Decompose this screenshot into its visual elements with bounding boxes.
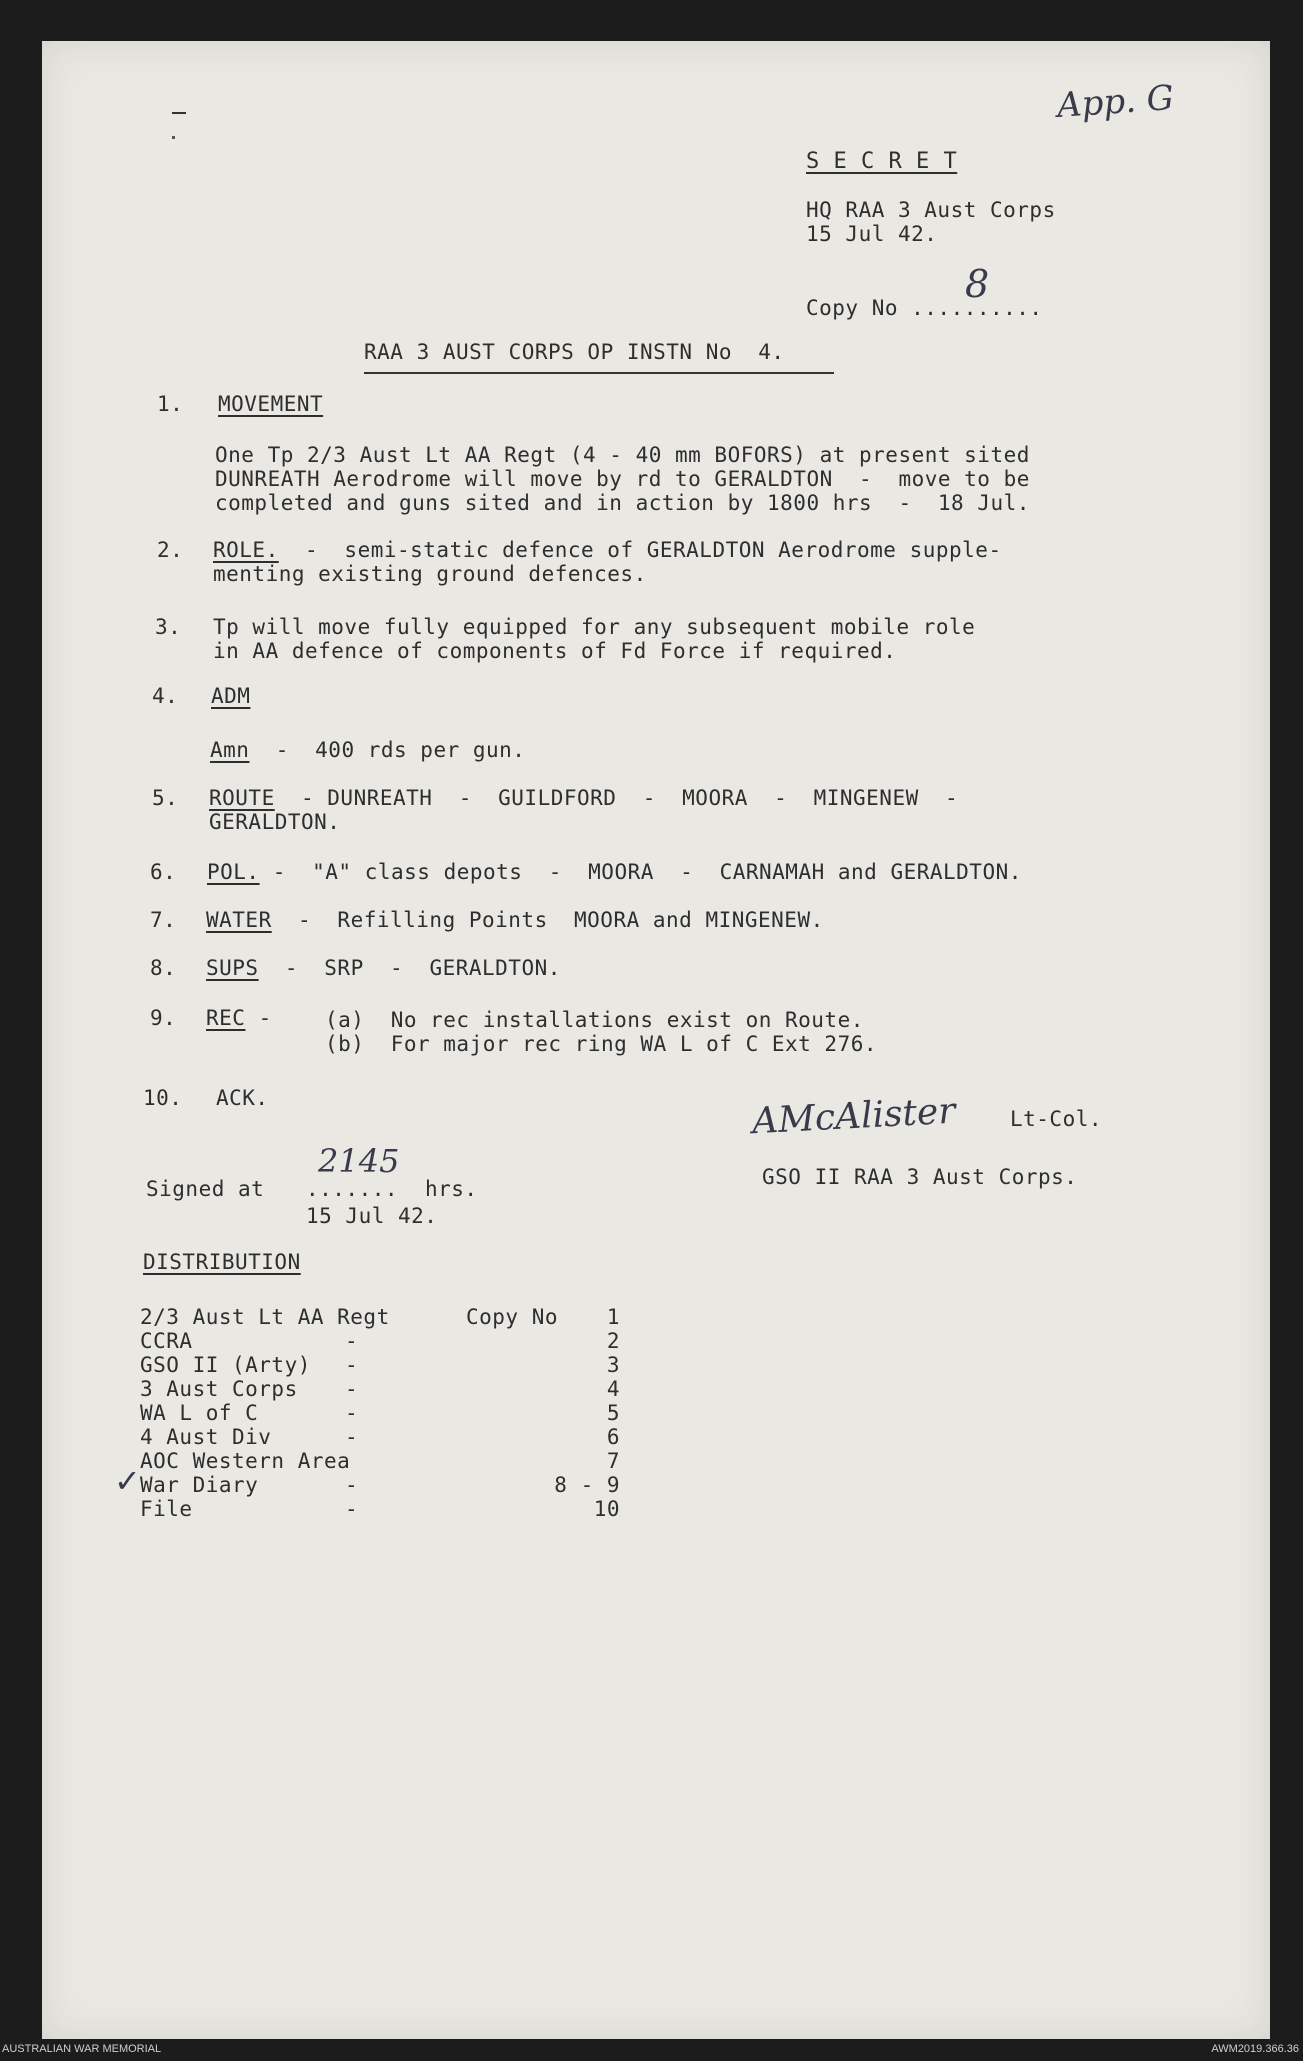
para-4-heading: ADM (211, 684, 251, 708)
para-2-number: 2. (157, 538, 184, 562)
distribution-recipient: GSO II (Arty) (140, 1353, 311, 1377)
distribution-dash: - (345, 1473, 359, 1497)
distribution-dash: - (345, 1497, 359, 1521)
distribution-dash: - (345, 1401, 359, 1425)
para-6-number: 6. (150, 860, 177, 884)
para-1-heading: MOVEMENT (218, 392, 324, 416)
distribution-copy-number: 4 (606, 1377, 620, 1401)
para-5-number: 5. (152, 786, 179, 810)
distribution-copy-number: 8 - 9 (554, 1473, 620, 1497)
para-3-line: Tp will move fully equipped for any subsequent mobile role (213, 615, 976, 639)
distribution-recipient: AOC Western Area (140, 1449, 351, 1473)
para-8-line: - SRP - GERALDTON. (258, 956, 561, 980)
para-5-line: GERALDTON. (209, 810, 341, 834)
para-8-text (206, 956, 561, 980)
para-2-line: - semi-static defence of GERALDTON Aerodrome supple- (278, 538, 1002, 562)
para-2-heading: ROLE. (213, 538, 279, 562)
para-9-item-a: (a) No rec installations exist on Route. (325, 1008, 864, 1032)
signature-appointment: GSO II RAA 3 Aust Corps. (762, 1165, 1078, 1189)
margin-dot (172, 136, 175, 139)
signed-at-dots: ....... (306, 1177, 399, 1201)
para-7-line: - Refilling Points MOORA and MINGENEW. (271, 908, 824, 932)
distribution-copy-number: 2 (606, 1329, 620, 1353)
distribution-copy-header: Copy No (466, 1305, 559, 1329)
para-9-item-b: (b) For major rec ring WA L of C Ext 276. (325, 1032, 878, 1056)
para-8-heading: SUPS (206, 956, 259, 980)
para-5-heading: ROUTE (209, 786, 275, 810)
distribution-recipient: 4 Aust Div (140, 1425, 272, 1449)
distribution-copy-number: 5 (606, 1401, 620, 1425)
para-6-heading: POL. (207, 860, 260, 884)
signature-rank: Lt-Col. (1010, 1107, 1103, 1131)
para-6-line: - "A" class depots - MOORA - CARNAMAH and GERALDTON. (259, 860, 1022, 884)
para-5-line: - DUNREATH - GUILDFORD - MOORA - MINGENEW - (274, 786, 959, 810)
distribution-copy-number: 6 (606, 1425, 620, 1449)
distribution-recipient: 3 Aust Corps (140, 1377, 298, 1401)
para-4-sub-text: - 400 rds per gun. (249, 738, 526, 762)
distribution-row (140, 1497, 620, 1521)
instruction-title: RAA 3 AUST CORPS OP INSTN No 4. (364, 340, 785, 364)
classification-marking: S E C R E T (806, 149, 958, 174)
distribution-copy-number: 10 (593, 1497, 620, 1521)
para-7-text (206, 908, 824, 932)
distribution-recipient: CCRA (140, 1329, 193, 1353)
para-7-number: 7. (150, 908, 177, 932)
distribution-copy-number: 1 (606, 1305, 620, 1329)
distribution-recipient: 2/3 Aust Lt AA Regt (140, 1305, 390, 1329)
header-date: 15 Jul 42. (806, 222, 938, 246)
para-9-heading: REC (206, 1006, 246, 1030)
distribution-dash: - (345, 1353, 359, 1377)
distribution-recipient: WA L of C (140, 1401, 259, 1425)
para-1-line: completed and guns sited and in action by 1800 hrs - 18 Jul. (215, 491, 1030, 515)
distribution-row (140, 1353, 620, 1377)
distribution-dash: - (345, 1425, 359, 1449)
para-7-heading: WATER (206, 908, 272, 932)
officer-signature: AMcAlister (751, 1090, 957, 1143)
signed-date: 15 Jul 42. (306, 1204, 438, 1228)
para-8-number: 8. (150, 956, 177, 980)
para-6-text (207, 860, 1022, 884)
distribution-row (140, 1473, 620, 1497)
distribution-dash: - (345, 1377, 359, 1401)
signed-time-handwritten: 2145 (318, 1142, 400, 1180)
distribution-row (140, 1449, 620, 1473)
para-5-text (209, 786, 958, 810)
para-1-line: DUNREATH Aerodrome will move by rd to GERALDTON - move to be (215, 467, 1030, 491)
para-4-sub-heading: Amn (210, 738, 250, 762)
distribution-row (140, 1425, 620, 1449)
para-9-heading-line (206, 1006, 272, 1030)
para-9-number: 9. (150, 1006, 177, 1030)
check-mark-icon: ✓ (114, 1462, 141, 1500)
distribution-copy-number: 7 (606, 1449, 620, 1473)
para-2-line: menting existing ground defences. (213, 562, 647, 586)
distribution-row (140, 1305, 620, 1329)
appendix-annotation: App. G (1055, 77, 1176, 127)
footer-reference: AWM2019.366.36 (1211, 2043, 1299, 2055)
para-4-sub (210, 738, 525, 762)
distribution-recipient: War Diary (140, 1473, 259, 1497)
para-10-text: ACK. (216, 1086, 269, 1110)
hq-line: HQ RAA 3 Aust Corps (806, 198, 1056, 222)
distribution-row (140, 1401, 620, 1425)
signed-at-label: Signed at (146, 1177, 265, 1201)
distribution-copy-number: 3 (606, 1353, 620, 1377)
margin-mark (172, 112, 186, 114)
copy-number-handwritten: 8 (965, 262, 990, 306)
signed-hrs: hrs. (425, 1177, 478, 1201)
distribution-row (140, 1329, 620, 1353)
distribution-heading: DISTRIBUTION (143, 1250, 301, 1274)
title-underline (364, 372, 834, 374)
para-10-number: 10. (143, 1086, 183, 1110)
para-9-dash: - (245, 1006, 272, 1030)
para-1-number: 1. (157, 392, 184, 416)
distribution-table (140, 1305, 620, 1535)
distribution-dash: - (345, 1329, 359, 1353)
para-2-text (213, 538, 1002, 562)
para-3-line: in AA defence of components of Fd Force if required. (213, 639, 897, 663)
distribution-recipient: File (140, 1497, 193, 1521)
distribution-row (140, 1377, 620, 1401)
para-4-number: 4. (152, 684, 179, 708)
para-1-line: One Tp 2/3 Aust Lt AA Regt (4 - 40 mm BOFORS) at present sited (215, 443, 1030, 467)
para-3-number: 3. (155, 615, 182, 639)
copy-number-label: Copy No .......... (806, 296, 1043, 320)
footer-institution: AUSTRALIAN WAR MEMORIAL (2, 2043, 162, 2055)
